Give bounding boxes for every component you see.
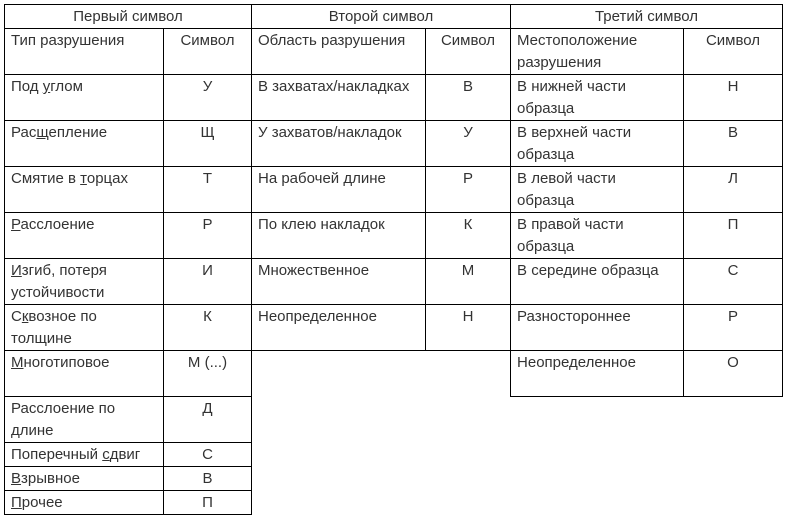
failure-location: В верхней части образца xyxy=(511,121,684,167)
failure-area: На рабочей длине xyxy=(252,167,426,213)
failure-type-text: Под xyxy=(11,78,43,95)
failure-location: В правой части образца xyxy=(511,213,684,259)
mnemonic-letter: щ xyxy=(36,124,49,141)
failure-type xyxy=(5,121,164,167)
group-header-row xyxy=(5,5,783,29)
mnemonic-letter: у xyxy=(42,78,51,95)
empty-area xyxy=(252,351,511,515)
table-row xyxy=(5,259,783,305)
failure-type-text: орцах xyxy=(86,170,128,187)
table-row xyxy=(5,213,783,259)
failure-type-text: Поперечный xyxy=(11,446,103,463)
mnemonic-letter: Р xyxy=(11,216,21,233)
failure-type xyxy=(5,305,164,351)
failure-area-symbol: К xyxy=(426,213,511,259)
failure-type-symbol: С xyxy=(164,443,252,467)
failure-type-text: возное по толщине xyxy=(11,308,97,347)
mnemonic-letter: И xyxy=(11,262,22,279)
failure-location-symbol: О xyxy=(684,351,783,397)
failure-type xyxy=(5,397,164,443)
failure-location: В левой части образца xyxy=(511,167,684,213)
table-row xyxy=(5,351,783,397)
failure-location-symbol: Л xyxy=(684,167,783,213)
failure-location: Разностороннее xyxy=(511,305,684,351)
group-header: Второй символ xyxy=(252,5,511,29)
failure-area-symbol: Н xyxy=(426,305,511,351)
failure-type-symbol: Р xyxy=(164,213,252,259)
failure-area: У захватов/накладок xyxy=(252,121,426,167)
failure-type xyxy=(5,491,164,515)
failure-area-symbol: Р xyxy=(426,167,511,213)
failure-location: В середине образца xyxy=(511,259,684,305)
table-row xyxy=(5,167,783,213)
failure-type-symbol: М (...) xyxy=(164,351,252,397)
column-header-symbol: Символ xyxy=(164,29,252,75)
failure-area: В захватах/накладках xyxy=(252,75,426,121)
failure-type-symbol: У xyxy=(164,75,252,121)
failure-location-symbol: В xyxy=(684,121,783,167)
failure-type-text: рочее xyxy=(21,494,63,511)
failure-type xyxy=(5,351,164,397)
failure-location-symbol: Р xyxy=(684,305,783,351)
failure-type-symbol: В xyxy=(164,467,252,491)
group-header: Третий символ xyxy=(511,5,783,29)
failure-location-symbol: П xyxy=(684,213,783,259)
failure-type-text: С xyxy=(11,308,22,325)
column-header-symbol: Символ xyxy=(684,29,783,75)
failure-type-symbol: П xyxy=(164,491,252,515)
mnemonic-letter: П xyxy=(11,494,22,511)
group-header: Первый символ xyxy=(5,5,252,29)
failure-type-text: епление xyxy=(48,124,108,141)
failure-location: Неопределенное xyxy=(511,351,684,397)
mnemonic-letter: с xyxy=(102,446,110,463)
empty-area xyxy=(511,397,783,515)
failure-location-symbol: Н xyxy=(684,75,783,121)
failure-type-symbol: К xyxy=(164,305,252,351)
failure-type xyxy=(5,259,164,305)
column-header-row xyxy=(5,29,783,75)
failure-type xyxy=(5,443,164,467)
table-row xyxy=(5,305,783,351)
table-row xyxy=(5,75,783,121)
failure-location: В нижней части образца xyxy=(511,75,684,121)
failure-area: По клею накладок xyxy=(252,213,426,259)
failure-area: Множественное xyxy=(252,259,426,305)
failure-type xyxy=(5,467,164,491)
failure-area-symbol: У xyxy=(426,121,511,167)
failure-area-symbol: В xyxy=(426,75,511,121)
column-header-type: Тип разрушения xyxy=(5,29,164,75)
table-row xyxy=(5,121,783,167)
column-header-type: Местоположение разрушения xyxy=(511,29,684,75)
failure-type-symbol: Щ xyxy=(164,121,252,167)
failure-type-symbol: Т xyxy=(164,167,252,213)
failure-area-symbol: М xyxy=(426,259,511,305)
mnemonic-letter: т xyxy=(80,170,87,187)
failure-type-symbol: Д xyxy=(164,397,252,443)
mnemonic-letter: В xyxy=(11,470,22,487)
mnemonic-letter: М xyxy=(11,354,24,371)
failure-codes-table xyxy=(4,4,783,515)
failure-type-text: асслоение xyxy=(20,216,95,233)
failure-type xyxy=(5,75,164,121)
failure-type xyxy=(5,167,164,213)
failure-type-text: Рас xyxy=(11,124,37,141)
failure-area: Неопределенное xyxy=(252,305,426,351)
failure-type-text: глом xyxy=(50,78,83,95)
failure-type-text: Смятие в xyxy=(11,170,81,187)
failure-type-text: Расслоение по длине xyxy=(11,400,116,439)
failure-type-text: зрывное xyxy=(21,470,80,487)
mnemonic-letter: к xyxy=(21,308,29,325)
failure-type-text: згиб, потеря устойчивости xyxy=(11,262,107,301)
column-header-symbol: Символ xyxy=(426,29,511,75)
column-header-type: Область разрушения xyxy=(252,29,426,75)
failure-location-symbol: С xyxy=(684,259,783,305)
failure-type-text: двиг xyxy=(109,446,141,463)
failure-type-text: ноготиповое xyxy=(23,354,110,371)
failure-type xyxy=(5,213,164,259)
failure-type-symbol: И xyxy=(164,259,252,305)
